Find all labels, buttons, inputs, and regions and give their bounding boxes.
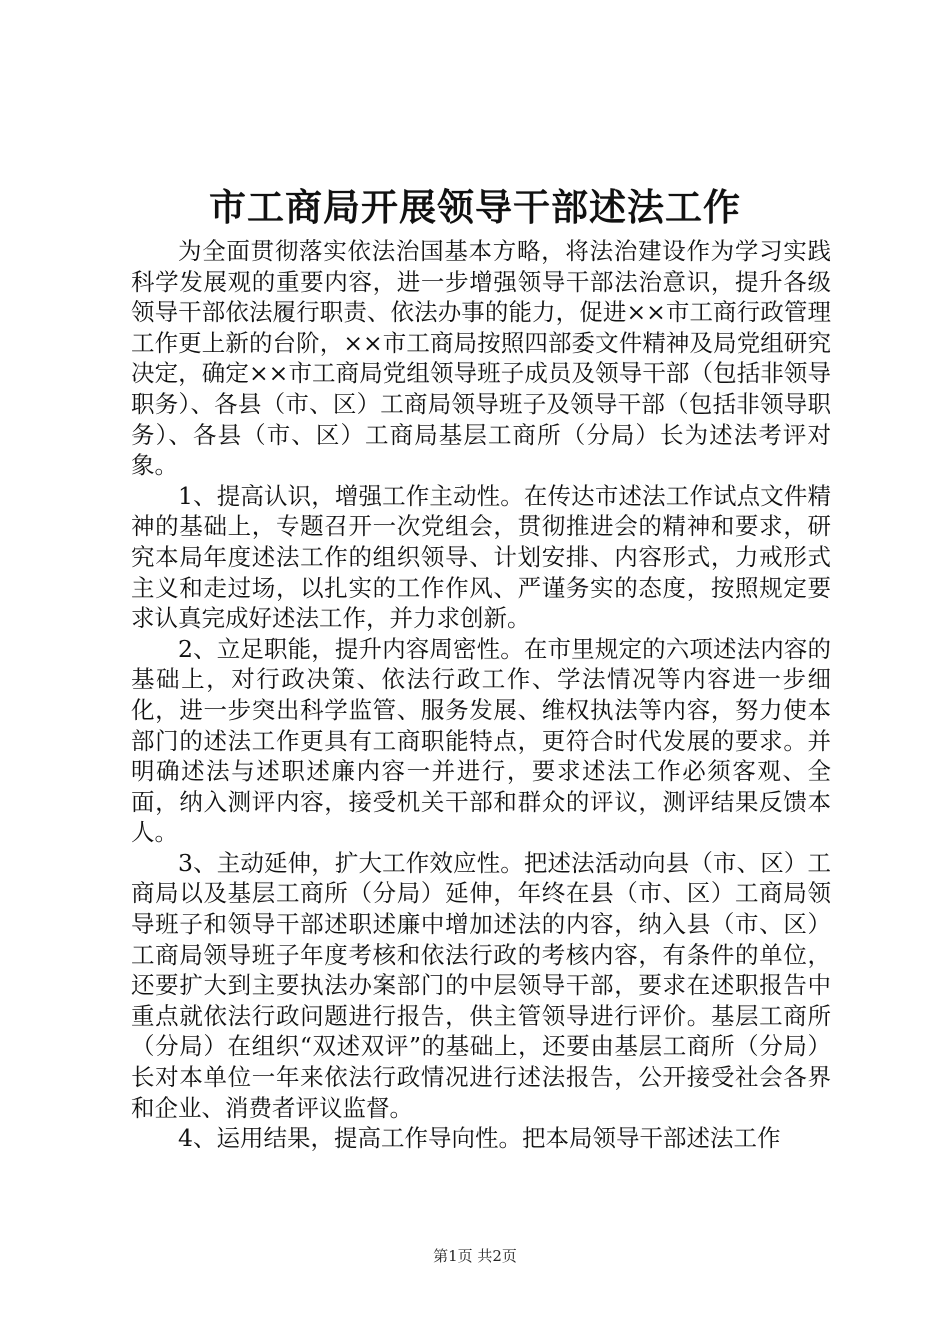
document-title: 市工商局开展领导干部述法工作 bbox=[209, 185, 741, 229]
paragraph-item-1: 1、提高认识，增强工作主动性。在传达市述法工作试点文件精神的基础上，专题召开一次党组会，贯彻推进会的精神和要求，研究本局年度述法工作的组织领导、计划安排、内容形式，力戒形式主义和走过场，以扎实的工作作风、严谨务实的态度，按照规定要求认真完成好述法工作，并力求创新。 bbox=[131, 481, 831, 633]
paragraph-intro: 为全面贯彻落实依法治国基本方略，将法治建设作为学习实践科学发展观的重要内容，进一步增强领导干部法治意识，提升各级领导干部依法履行职责、依法办事的能力，促进××市工商行政管理工作更上新的台阶，××市工商局按照四部委文件精神及局党组研究决定，确定××市工商局党组领导班子成员及领导干部（包括非领导职务）、各县（市、区）工商局领导班子及领导干部（包括非领导职务）、各县（市、区）工商局基层工商所（分局）长为述法考评对象。 bbox=[131, 237, 831, 480]
document-body bbox=[131, 236, 831, 1154]
paragraph-item-4: 4、运用结果，提高工作导向性。把本局领导干部述法工作 bbox=[178, 1124, 781, 1153]
paragraph-item-2: 2、立足职能，提升内容周密性。在市里规定的六项述法内容的基础上，对行政决策、依法行政工作、学法情况等内容进一步细化，进一步突出科学监管、服务发展、维权执法等内容，努力使本部门的述法工作更具有工商职能特点，更符合时代发展的要求。并明确述法与述职述廉内容一并进行，要求述法工作必须客观、全面，纳入测评内容，接受机关干部和群众的评议，测评结果反馈本人。 bbox=[131, 634, 831, 847]
page-number-footer: 第1页 共2页 bbox=[433, 1247, 517, 1265]
paragraph-item-3: 3、主动延伸，扩大工作效应性。把述法活动向县（市、区）工商局以及基层工商所（分局）延伸，年终在县（市、区）工商局领导班子和领导干部述职述廉中增加述法的内容，纳入县（市、区）工商局领导班子年度考核和依法行政的考核内容，有条件的单位，还要扩大到主要执法办案部门的中层领导干部，要求在述职报告中重点就依法行政问题进行报告，供主管领导进行评价。基层工商所（分局）在组织“双述双评”的基础上，还要由基层工商所（分局）长对本单位一年来依法行政情况进行述法报告，公开接受社会各界和企业、消费者评议监督。 bbox=[131, 848, 831, 1122]
